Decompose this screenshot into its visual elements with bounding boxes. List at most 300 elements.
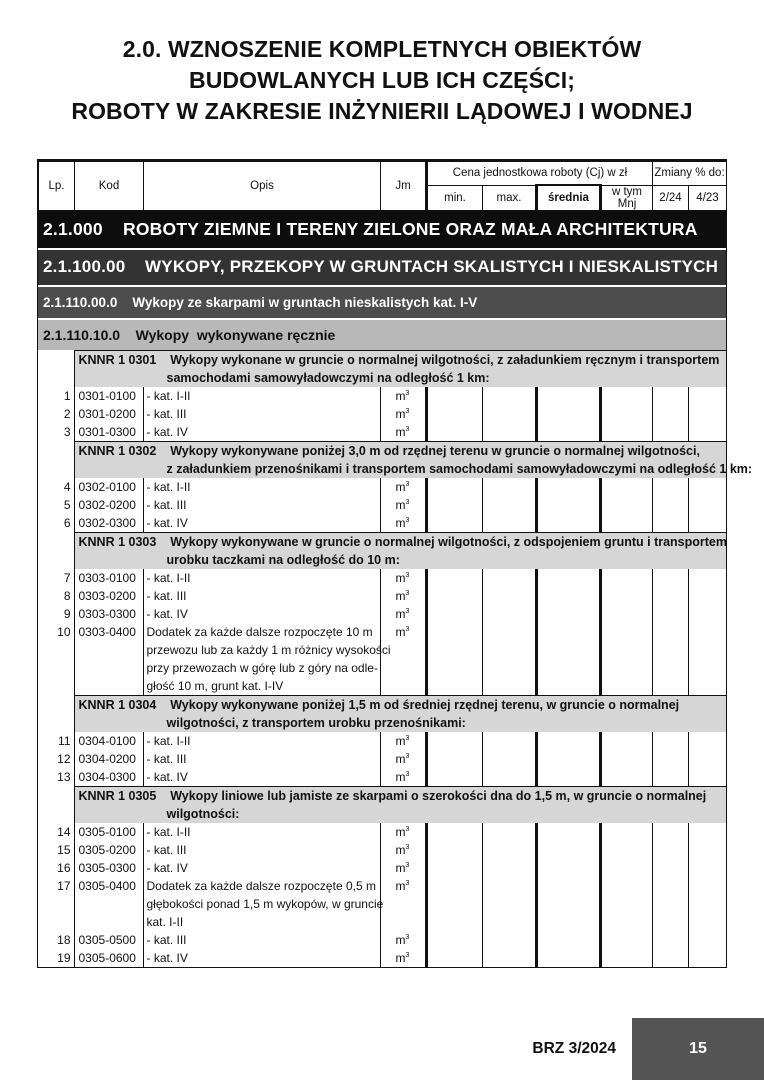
price-cell-wt[interactable] <box>600 823 652 841</box>
row-lp: 18 <box>38 931 74 949</box>
price-cell-max[interactable] <box>482 514 536 533</box>
title-line-2: BUDOWLANYCH LUB ICH CZĘŚCI; <box>188 67 575 93</box>
price-cell-max[interactable] <box>482 405 536 423</box>
row-jm <box>380 405 426 423</box>
price-cell-z1[interactable] <box>652 605 688 623</box>
price-cell-z2[interactable] <box>688 732 726 750</box>
price-cell-z1[interactable] <box>652 423 688 442</box>
row-opis <box>143 750 380 768</box>
unit-exponent: 3 <box>405 951 410 959</box>
table-body <box>38 350 753 967</box>
price-cell-wt[interactable] <box>600 387 652 405</box>
knnr-line-2: z załadunkiem przenośnikami i transportem samochodami samowyładowczymi na odległość 1 km: <box>166 461 753 476</box>
unit-m: m <box>395 624 406 639</box>
unit-exponent: 3 <box>405 752 410 760</box>
price-cell-sr[interactable] <box>536 931 600 949</box>
unit-exponent: 3 <box>405 734 410 742</box>
row-opis <box>143 859 380 877</box>
section-band-level3: 2.1.110.00.0 Wykopy ze skarpami w gruntach nieskalistych kat. I-V <box>38 285 726 318</box>
price-cell-min[interactable] <box>426 859 482 877</box>
row-jm <box>380 496 426 514</box>
price-cell-z2[interactable] <box>688 514 726 533</box>
unit-exponent: 3 <box>405 843 410 851</box>
table-row <box>38 841 726 859</box>
row-lp: 11 <box>38 732 74 750</box>
title-line-3: ROBOTY W ZAKRESIE INŻYNIERII LĄDOWEJ I WODNEJ <box>71 98 693 124</box>
row-kod: 0303-0400 <box>74 623 143 696</box>
row-opis-line: przy przewozach w górę lub z góry na odle- <box>146 660 378 675</box>
row-kod: 0305-0300 <box>74 859 143 877</box>
col-srednia: średnia <box>537 185 601 210</box>
knnr-description <box>74 786 726 823</box>
col-opis: Opis <box>144 162 381 211</box>
table-row <box>38 569 726 587</box>
col-zmiany-group: Zmiany % do: <box>653 162 727 186</box>
col-jm: Jm <box>381 162 427 211</box>
unit-m: m <box>395 406 406 421</box>
row-kod: 0303-0100 <box>74 569 143 587</box>
price-cell-min[interactable] <box>426 387 482 405</box>
col-wtym: w tym Mnj <box>601 185 653 210</box>
unit-exponent: 3 <box>405 516 410 524</box>
row-opis <box>143 732 380 750</box>
row-kod: 0302-0300 <box>74 514 143 533</box>
row-lp: 5 <box>38 496 74 514</box>
row-lp: 6 <box>38 514 74 533</box>
unit-m: m <box>395 842 406 857</box>
row-kod: 0301-0100 <box>74 387 143 405</box>
price-cell-sr[interactable] <box>536 605 600 623</box>
price-cell-sr[interactable] <box>536 623 600 696</box>
table-row <box>38 931 726 949</box>
price-cell-z2[interactable] <box>688 478 726 496</box>
price-cell-min[interactable] <box>426 949 482 967</box>
unit-m: m <box>395 570 406 585</box>
price-cell-max[interactable] <box>482 496 536 514</box>
unit-m: m <box>395 824 406 839</box>
col-zm-2: 4/23 <box>689 185 727 210</box>
price-cell-wt[interactable] <box>600 514 652 533</box>
price-cell-max[interactable] <box>482 877 536 931</box>
price-cell-min[interactable] <box>426 478 482 496</box>
row-opis-line: - kat. I-II <box>146 733 191 748</box>
row-opis-line: - kat. IV <box>146 515 188 530</box>
price-cell-min[interactable] <box>426 569 482 587</box>
section-band-level2: 2.1.100.00 WYKOPY, PRZEKOPY W GRUNTACH SKALISTYCH I NIESKALISTYCH <box>38 248 726 285</box>
price-cell-sr[interactable] <box>536 768 600 787</box>
row-jm <box>380 605 426 623</box>
price-cell-wt[interactable] <box>600 841 652 859</box>
unit-exponent: 3 <box>405 933 410 941</box>
price-cell-z2[interactable] <box>688 623 726 696</box>
price-cell-max[interactable] <box>482 859 536 877</box>
price-cell-max[interactable] <box>482 823 536 841</box>
price-cell-z1[interactable] <box>652 478 688 496</box>
table-row <box>38 859 726 877</box>
unit-m: m <box>395 751 406 766</box>
price-cell-max[interactable] <box>482 732 536 750</box>
table-row <box>38 623 726 696</box>
price-cell-z2[interactable] <box>688 877 726 931</box>
price-cell-sr[interactable] <box>536 949 600 967</box>
table-row <box>38 405 726 423</box>
row-opis <box>143 605 380 623</box>
price-cell-sr[interactable] <box>536 877 600 931</box>
price-cell-sr[interactable] <box>536 859 600 877</box>
row-lp: 9 <box>38 605 74 623</box>
price-cell-z1[interactable] <box>652 750 688 768</box>
row-opis-line: Dodatek za każde dalsze rozpoczęte 10 m <box>146 624 373 639</box>
row-opis <box>143 877 384 931</box>
knnr-header-row <box>38 695 726 732</box>
price-cell-wt[interactable] <box>600 877 652 931</box>
table-row <box>38 768 726 787</box>
price-cell-wt[interactable] <box>600 496 652 514</box>
unit-m: m <box>395 733 406 748</box>
table-row <box>38 478 726 496</box>
unit-m: m <box>395 932 406 947</box>
unit-m: m <box>395 769 406 784</box>
row-lp: 16 <box>38 859 74 877</box>
row-opis <box>143 823 380 841</box>
table-row <box>38 605 726 623</box>
price-cell-z1[interactable] <box>652 768 688 787</box>
row-kod: 0304-0100 <box>74 732 143 750</box>
price-cell-wt[interactable] <box>600 623 652 696</box>
unit-m: m <box>395 860 406 875</box>
row-kod: 0301-0300 <box>74 423 143 442</box>
table-row <box>38 750 726 768</box>
row-lp: 7 <box>38 569 74 587</box>
row-opis-line: głość 10 m, grunt kat. I-IV <box>146 678 284 693</box>
price-cell-wt[interactable] <box>600 768 652 787</box>
price-cell-sr[interactable] <box>536 423 600 442</box>
price-cell-z2[interactable] <box>688 768 726 787</box>
price-cell-min[interactable] <box>426 496 482 514</box>
price-cell-sr[interactable] <box>536 514 600 533</box>
knnr-lp-cell <box>38 532 74 569</box>
unit-exponent: 3 <box>405 425 410 433</box>
row-opis <box>143 841 380 859</box>
knnr-lp-cell <box>38 441 74 478</box>
price-cell-z1[interactable] <box>652 841 688 859</box>
row-opis-line: - kat. I-II <box>146 388 191 403</box>
table-row <box>38 423 726 442</box>
row-opis-line: - kat. IV <box>146 769 188 784</box>
price-cell-wt[interactable] <box>600 949 652 967</box>
page-number <box>632 1018 764 1080</box>
price-cell-z1[interactable] <box>652 877 688 931</box>
row-kod: 0305-0600 <box>74 949 143 967</box>
knnr-line-2: samochodami samowyładowczymi na odległość 1 km: <box>166 370 490 385</box>
price-cell-wt[interactable] <box>600 750 652 768</box>
row-kod: 0305-0500 <box>74 931 143 949</box>
unit-exponent: 3 <box>405 861 410 869</box>
price-cell-min[interactable] <box>426 405 482 423</box>
unit-exponent: 3 <box>405 407 410 415</box>
row-opis-line: - kat. I-II <box>146 570 191 585</box>
knnr-header-row <box>38 786 726 823</box>
row-opis-line: - kat. IV <box>146 606 188 621</box>
table-row <box>38 514 726 533</box>
page-title <box>0 34 764 127</box>
row-jm <box>380 423 426 442</box>
row-jm <box>380 931 426 949</box>
price-cell-sr[interactable] <box>536 841 600 859</box>
row-opis-line: - kat. IV <box>146 424 188 439</box>
row-kod: 0301-0200 <box>74 405 143 423</box>
price-cell-max[interactable] <box>482 587 536 605</box>
unit-exponent: 3 <box>405 607 410 615</box>
price-cell-z2[interactable] <box>688 750 726 768</box>
unit-m: m <box>395 950 406 965</box>
row-kod: 0305-0200 <box>74 841 143 859</box>
row-opis <box>143 569 380 587</box>
price-cell-min[interactable] <box>426 877 482 931</box>
knnr-line-2: urobku taczkami na odległość do 10 m: <box>166 552 400 567</box>
price-cell-z1[interactable] <box>652 732 688 750</box>
knnr-line-1: KNNR 1 0303 Wykopy wykonywane w gruncie o normalnej wilgotności, z odspojeniem gruntu i transportem <box>78 534 727 549</box>
price-cell-max[interactable] <box>482 841 536 859</box>
unit-exponent: 3 <box>405 879 410 887</box>
unit-m: m <box>395 606 406 621</box>
price-cell-min[interactable] <box>426 750 482 768</box>
price-cell-wt[interactable] <box>600 405 652 423</box>
row-opis-line: - kat. I-II <box>146 824 191 839</box>
knnr-lp-cell <box>38 786 74 823</box>
price-cell-z2[interactable] <box>688 423 726 442</box>
row-kod: 0303-0300 <box>74 605 143 623</box>
price-cell-z1[interactable] <box>652 949 688 967</box>
price-cell-max[interactable] <box>482 605 536 623</box>
row-jm <box>380 859 426 877</box>
col-cena-group: Cena jednostkowa roboty (Cj) w zł <box>427 162 653 186</box>
price-cell-min[interactable] <box>426 931 482 949</box>
table-row <box>38 732 726 750</box>
price-cell-max[interactable] <box>482 387 536 405</box>
row-opis-line: przewozu lub za każdy 1 m różnicy wysokości <box>146 642 391 657</box>
price-cell-z1[interactable] <box>652 387 688 405</box>
price-cell-max[interactable] <box>482 623 536 696</box>
row-kod: 0302-0200 <box>74 496 143 514</box>
unit-exponent: 3 <box>405 589 410 597</box>
row-jm <box>380 387 426 405</box>
row-lp: 13 <box>38 768 74 787</box>
row-lp: 3 <box>38 423 74 442</box>
row-opis <box>143 387 380 405</box>
price-cell-wt[interactable] <box>600 931 652 949</box>
price-cell-min[interactable] <box>426 732 482 750</box>
price-cell-min[interactable] <box>426 823 482 841</box>
price-cell-z2[interactable] <box>688 931 726 949</box>
price-cell-wt[interactable] <box>600 587 652 605</box>
col-lp: Lp. <box>39 162 75 211</box>
row-opis <box>143 514 380 533</box>
price-cell-wt[interactable] <box>600 732 652 750</box>
table-row <box>38 587 726 605</box>
row-kod: 0303-0200 <box>74 587 143 605</box>
price-cell-min[interactable] <box>426 423 482 442</box>
row-opis <box>143 949 380 967</box>
table-row <box>38 877 726 931</box>
row-kod: 0305-0400 <box>74 877 143 931</box>
row-jm <box>380 841 426 859</box>
price-cell-z2[interactable] <box>688 859 726 877</box>
unit-m: m <box>395 497 406 512</box>
price-cell-min[interactable] <box>426 841 482 859</box>
knnr-header-row <box>38 441 726 478</box>
section-band-level4: 2.1.110.10.0 Wykopy wykonywane ręcznie <box>38 318 726 350</box>
knnr-description <box>74 441 753 478</box>
price-cell-z1[interactable] <box>652 587 688 605</box>
row-opis <box>143 931 380 949</box>
price-cell-z1[interactable] <box>652 823 688 841</box>
row-opis-line: - kat. III <box>146 406 187 421</box>
row-kod: 0305-0100 <box>74 823 143 841</box>
price-cell-sr[interactable] <box>536 750 600 768</box>
knnr-description <box>74 350 726 387</box>
row-jm <box>380 877 426 931</box>
price-cell-z2[interactable] <box>688 387 726 405</box>
price-cell-min[interactable] <box>426 768 482 787</box>
col-zm-1: 2/24 <box>653 185 689 210</box>
price-cell-z2[interactable] <box>688 841 726 859</box>
row-jm <box>380 750 426 768</box>
row-opis-line: - kat. III <box>146 497 187 512</box>
row-lp: 8 <box>38 587 74 605</box>
unit-exponent: 3 <box>405 480 410 488</box>
price-cell-z1[interactable] <box>652 859 688 877</box>
price-cell-sr[interactable] <box>536 569 600 587</box>
price-cell-min[interactable] <box>426 623 482 696</box>
price-cell-max[interactable] <box>482 478 536 496</box>
row-lp: 19 <box>38 949 74 967</box>
price-cell-z1[interactable] <box>652 496 688 514</box>
col-kod: Kod <box>75 162 144 211</box>
price-cell-max[interactable] <box>482 768 536 787</box>
row-lp: 10 <box>38 623 74 696</box>
row-jm <box>380 623 426 696</box>
price-cell-z2[interactable] <box>688 605 726 623</box>
title-line-1: 2.0. WZNOSZENIE KOMPLETNYCH OBIEKTÓW <box>122 36 642 62</box>
row-lp: 15 <box>38 841 74 859</box>
page-number-text: 15 <box>689 1040 707 1057</box>
price-cell-sr[interactable] <box>536 823 600 841</box>
row-lp: 12 <box>38 750 74 768</box>
unit-m: m <box>395 479 406 494</box>
row-kod: 0304-0300 <box>74 768 143 787</box>
table-header <box>38 161 727 211</box>
knnr-line-2: wilgotności: <box>166 806 240 821</box>
row-opis-line: - kat. I-II <box>146 479 191 494</box>
price-cell-min[interactable] <box>426 514 482 533</box>
knnr-lp-cell <box>38 695 74 732</box>
row-opis-line: - kat. III <box>146 751 187 766</box>
knnr-line-1: KNNR 1 0305 Wykopy liniowe lub jamiste ze skarpami o szerokości dna do 1,5 m, w gruncie o normalnej <box>78 788 707 803</box>
row-opis <box>143 768 380 787</box>
row-opis <box>143 623 391 696</box>
row-lp: 1 <box>38 387 74 405</box>
row-jm <box>380 823 426 841</box>
col-min: min. <box>427 185 483 210</box>
price-cell-z2[interactable] <box>688 823 726 841</box>
row-opis-line: głębokości ponad 1,5 m wykopów, w gruncie <box>146 896 384 911</box>
price-cell-sr[interactable] <box>536 478 600 496</box>
unit-exponent: 3 <box>405 770 410 778</box>
row-opis <box>143 423 380 442</box>
price-cell-z2[interactable] <box>688 587 726 605</box>
price-cell-max[interactable] <box>482 750 536 768</box>
price-cell-max[interactable] <box>482 949 536 967</box>
knnr-description <box>74 695 726 732</box>
price-cell-z2[interactable] <box>688 949 726 967</box>
knnr-description <box>74 532 726 569</box>
row-jm <box>380 768 426 787</box>
price-cell-max[interactable] <box>482 423 536 442</box>
row-lp: 14 <box>38 823 74 841</box>
price-cell-sr[interactable] <box>536 587 600 605</box>
row-opis-line: Dodatek za każde dalsze rozpoczęte 0,5 m <box>146 878 376 893</box>
row-lp: 2 <box>38 405 74 423</box>
price-cell-sr[interactable] <box>536 732 600 750</box>
price-cell-wt[interactable] <box>600 605 652 623</box>
row-kod: 0304-0200 <box>74 750 143 768</box>
price-cell-z2[interactable] <box>688 569 726 587</box>
row-opis-line: - kat. III <box>146 588 187 603</box>
price-cell-z1[interactable] <box>652 514 688 533</box>
knnr-line-1: KNNR 1 0304 Wykopy wykonywane poniżej 1,5 m od średniej rzędnej terenu, w gruncie o normalnej <box>78 697 680 712</box>
row-opis <box>143 496 380 514</box>
price-cell-sr[interactable] <box>536 405 600 423</box>
table-row <box>38 387 726 405</box>
price-cell-z1[interactable] <box>652 405 688 423</box>
price-cell-wt[interactable] <box>600 569 652 587</box>
table-row <box>38 496 726 514</box>
price-cell-z1[interactable] <box>652 931 688 949</box>
price-cell-wt[interactable] <box>600 859 652 877</box>
unit-m: m <box>395 878 406 893</box>
price-cell-wt[interactable] <box>600 478 652 496</box>
price-cell-z2[interactable] <box>688 496 726 514</box>
unit-m: m <box>395 588 406 603</box>
price-cell-max[interactable] <box>482 931 536 949</box>
table-row <box>38 823 726 841</box>
unit-exponent: 3 <box>405 389 410 397</box>
price-cell-max[interactable] <box>482 569 536 587</box>
row-jm <box>380 949 426 967</box>
price-cell-z1[interactable] <box>652 569 688 587</box>
unit-exponent: 3 <box>405 625 410 633</box>
row-opis <box>143 587 380 605</box>
row-lp: 4 <box>38 478 74 496</box>
row-kod: 0302-0100 <box>74 478 143 496</box>
row-opis-line: - kat. IV <box>146 860 188 875</box>
knnr-line-2: wilgotności, z transportem urobku przenośnikami: <box>166 715 466 730</box>
col-max: max. <box>483 185 537 210</box>
price-cell-min[interactable] <box>426 587 482 605</box>
unit-m: m <box>395 515 406 530</box>
price-cell-min[interactable] <box>426 605 482 623</box>
price-cell-z2[interactable] <box>688 405 726 423</box>
price-table <box>37 159 753 968</box>
price-cell-sr[interactable] <box>536 496 600 514</box>
price-cell-wt[interactable] <box>600 423 652 442</box>
knnr-lp-cell <box>38 350 74 387</box>
row-opis <box>143 478 380 496</box>
price-cell-z1[interactable] <box>652 623 688 696</box>
price-cell-sr[interactable] <box>536 387 600 405</box>
knnr-line-1: KNNR 1 0301 Wykopy wykonane w gruncie o normalnej wilgotności, z załadunkiem ręcznym i transportem <box>78 352 720 367</box>
